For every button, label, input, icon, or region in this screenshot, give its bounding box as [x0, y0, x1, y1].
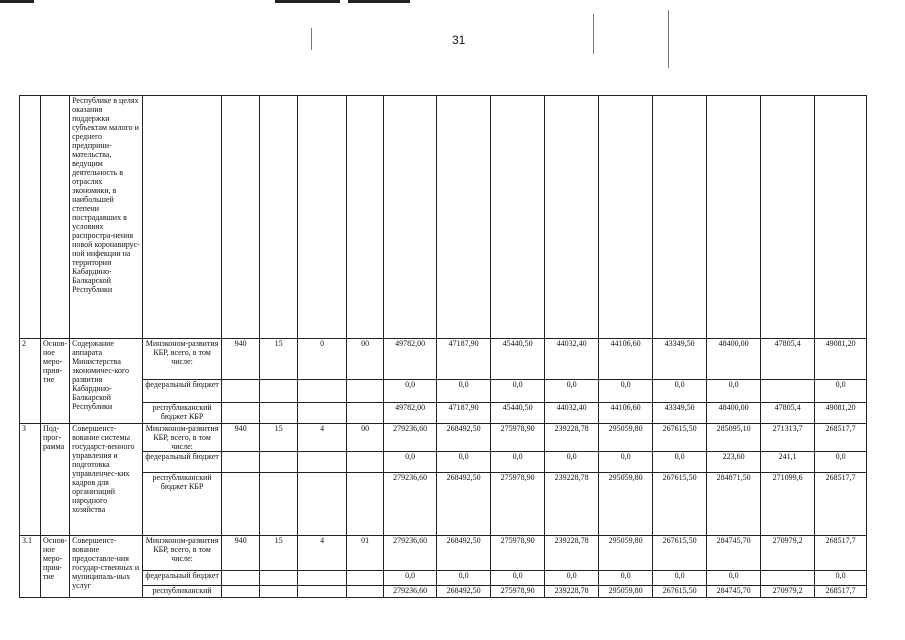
amount-cell: 45440,50: [491, 403, 545, 424]
amount-cell: 47187,90: [437, 339, 491, 380]
amount-cell: 49782,00: [384, 339, 437, 380]
code-target: [347, 473, 384, 536]
amount-cell: 43349,50: [653, 403, 707, 424]
table-row: [20, 403, 867, 424]
table-row: [20, 586, 867, 598]
empty-cell: [545, 96, 599, 339]
amount-cell: 267615,50: [653, 586, 707, 598]
code-target: 00: [347, 424, 384, 452]
funding-source: федеральный бюджет: [143, 380, 222, 403]
measure-type: Основ-ное меро-прия-тие: [41, 339, 70, 424]
code-target: 00: [347, 339, 384, 380]
code-target: [347, 452, 384, 473]
code-program: 4: [298, 424, 347, 452]
code-program: [298, 452, 347, 473]
empty-cell: [491, 96, 545, 339]
amount-cell: 0,0: [653, 380, 707, 403]
code-section: 15: [260, 424, 298, 452]
amount-cell: 49081,20: [815, 403, 867, 424]
amount-cell: 267615,50: [653, 473, 707, 536]
amount-cell: 271099,6: [761, 473, 815, 536]
empty-cell: [260, 96, 298, 339]
code-section: [260, 380, 298, 403]
funding-source: Минэконом-развития КБР, всего, в том числе:: [143, 536, 222, 571]
amount-cell: 0,0: [491, 452, 545, 473]
code-program: [298, 473, 347, 536]
amount-cell: [761, 380, 815, 403]
table-row: [20, 380, 867, 403]
code-section: [260, 571, 298, 586]
code-section: [260, 452, 298, 473]
code-program: 0: [298, 339, 347, 380]
funding-source: республиканский: [143, 586, 222, 598]
code-target: 01: [347, 536, 384, 571]
amount-cell: 49081,20: [815, 339, 867, 380]
amount-cell: 0,0: [437, 452, 491, 473]
amount-cell: 275978,90: [491, 473, 545, 536]
amount-cell: 0,0: [815, 571, 867, 586]
amount-cell: 44032,40: [545, 339, 599, 380]
amount-cell: 0,0: [599, 452, 653, 473]
row-number: 3: [20, 424, 41, 536]
code-grbs: 940: [222, 339, 260, 380]
empty-cell: [384, 96, 437, 339]
empty-cell: [761, 96, 815, 339]
amount-cell: 279236,60: [384, 473, 437, 536]
amount-cell: 239228,78: [545, 536, 599, 571]
code-section: 15: [260, 536, 298, 571]
amount-cell: 45440,50: [491, 339, 545, 380]
code-grbs: 940: [222, 536, 260, 571]
amount-cell: 275978,90: [491, 586, 545, 598]
empty-cell: [298, 96, 347, 339]
amount-cell: 295059,80: [599, 473, 653, 536]
code-program: [298, 571, 347, 586]
funding-source: республиканский бюджет КБР: [143, 403, 222, 424]
amount-cell: 47805,4: [761, 403, 815, 424]
empty-cell: [815, 96, 867, 339]
measure-type: Основ-ное меро-прия-тие: [41, 536, 70, 598]
amount-cell: 0,0: [545, 452, 599, 473]
amount-cell: 268492,50: [437, 473, 491, 536]
fold-line: [668, 10, 669, 68]
amount-cell: 0,0: [491, 380, 545, 403]
amount-cell: 48400,00: [707, 403, 761, 424]
code-section: [260, 473, 298, 536]
amount-cell: 0,0: [437, 571, 491, 586]
amount-cell: 0,0: [545, 571, 599, 586]
amount-cell: 295059,80: [599, 536, 653, 571]
scan-artifact: [275, 0, 340, 3]
row-number: [20, 96, 41, 339]
measure-name: Совершенст-вование системы государст-венного управления и подготовка управленчес-ких кадров для организаций народного хозяйства: [70, 424, 143, 536]
amount-cell: 285095,10: [707, 424, 761, 452]
amount-cell: 295059,80: [599, 424, 653, 452]
amount-cell: 47187,90: [437, 403, 491, 424]
amount-cell: 44106,60: [599, 339, 653, 380]
amount-cell: 267615,50: [653, 424, 707, 452]
funding-source: Минэконом-развития КБР, всего, в том числе:: [143, 339, 222, 380]
amount-cell: 0,0: [815, 452, 867, 473]
amount-cell: 0,0: [384, 571, 437, 586]
empty-cell: [653, 96, 707, 339]
code-section: 15: [260, 339, 298, 380]
measure-name: Содержание аппарата Министерства экономичес-кого развития Кабардино-Балкарской Республики: [70, 339, 143, 424]
code-grbs: [222, 473, 260, 536]
amount-cell: 275978,90: [491, 536, 545, 571]
amount-cell: 239228,78: [545, 424, 599, 452]
scan-artifact: [0, 0, 34, 3]
amount-cell: 279236,60: [384, 424, 437, 452]
amount-cell: 44106,60: [599, 403, 653, 424]
amount-cell: 268517,7: [815, 473, 867, 536]
code-program: [298, 403, 347, 424]
amount-cell: 284745,70: [707, 586, 761, 598]
row-number: 2: [20, 339, 41, 424]
amount-cell: 48400,00: [707, 339, 761, 380]
amount-cell: 284745,70: [707, 536, 761, 571]
amount-cell: 239228,78: [545, 586, 599, 598]
amount-cell: [761, 571, 815, 586]
amount-cell: 268517,7: [815, 586, 867, 598]
amount-cell: 0,0: [599, 571, 653, 586]
amount-cell: 47805,4: [761, 339, 815, 380]
amount-cell: 268517,7: [815, 424, 867, 452]
code-grbs: 940: [222, 424, 260, 452]
code-grbs: [222, 571, 260, 586]
amount-cell: 0,0: [653, 452, 707, 473]
funding-source: федеральный бюджет: [143, 571, 222, 586]
table-row: [20, 571, 867, 586]
amount-cell: 270979,2: [761, 586, 815, 598]
empty-cell: [347, 96, 384, 339]
code-grbs: [222, 586, 260, 598]
amount-cell: 268492,50: [437, 586, 491, 598]
amount-cell: 0,0: [707, 571, 761, 586]
amount-cell: 0,0: [384, 452, 437, 473]
amount-cell: 279236,60: [384, 586, 437, 598]
table-row: [20, 339, 867, 380]
amount-cell: 0,0: [384, 380, 437, 403]
amount-cell: 295059,80: [599, 586, 653, 598]
amount-cell: 0,0: [437, 380, 491, 403]
fold-line: [311, 28, 312, 50]
code-target: [347, 586, 384, 598]
table-row: [20, 473, 867, 536]
row-number: 3.1: [20, 536, 41, 598]
amount-cell: 0,0: [653, 571, 707, 586]
code-target: [347, 380, 384, 403]
code-grbs: [222, 403, 260, 424]
amount-cell: 49782,00: [384, 403, 437, 424]
amount-cell: 268517,7: [815, 536, 867, 571]
amount-cell: 268492,50: [437, 424, 491, 452]
amount-cell: 241,1: [761, 452, 815, 473]
code-program: 4: [298, 536, 347, 571]
amount-cell: 239228,78: [545, 473, 599, 536]
amount-cell: 0,0: [599, 380, 653, 403]
empty-cell: [599, 96, 653, 339]
funding-source: республиканский бюджет КБР: [143, 473, 222, 536]
amount-cell: 0,0: [815, 380, 867, 403]
table-row: [20, 452, 867, 473]
table-row: [20, 96, 867, 339]
empty-cell: [437, 96, 491, 339]
code-program: [298, 586, 347, 598]
measure-type: Под-прог-рамма: [41, 424, 70, 536]
amount-cell: 271313,7: [761, 424, 815, 452]
amount-cell: 279236,60: [384, 536, 437, 571]
empty-cell: [143, 96, 222, 339]
amount-cell: 268492,50: [437, 536, 491, 571]
code-target: [347, 571, 384, 586]
fold-line: [593, 14, 594, 54]
code-grbs: [222, 452, 260, 473]
empty-cell: [707, 96, 761, 339]
amount-cell: 44032,40: [545, 403, 599, 424]
amount-cell: 270979,2: [761, 536, 815, 571]
amount-cell: 0,0: [545, 380, 599, 403]
funding-source: Минэконом-развития КБР, всего, в том числе:: [143, 424, 222, 452]
code-grbs: [222, 380, 260, 403]
amount-cell: 267615,50: [653, 536, 707, 571]
amount-cell: 43349,50: [653, 339, 707, 380]
budget-table: [19, 95, 867, 598]
measure-name: Республике в целях оказания поддержки субъектам малого и среднего предприни-мательства, ведущим деятельность в отраслях экономики, в наибольшей степени пострадавших в условиях распростра-нения новой коронавирус-ной инфекции на территории Кабардино-Балкарской Республики: [70, 96, 143, 339]
funding-source: федеральный бюджет: [143, 452, 222, 473]
amount-cell: 275978,90: [491, 424, 545, 452]
measure-type: [41, 96, 70, 339]
code-section: [260, 403, 298, 424]
page-number: 31: [452, 33, 466, 47]
amount-cell: 284871,50: [707, 473, 761, 536]
empty-cell: [222, 96, 260, 339]
amount-cell: 0,0: [491, 571, 545, 586]
code-program: [298, 380, 347, 403]
amount-cell: 0,0: [707, 380, 761, 403]
table-row: [20, 536, 867, 571]
scan-artifact: [348, 0, 410, 3]
code-target: [347, 403, 384, 424]
measure-name: Совершенст-вование предоставле-ния государ-ственных и муниципаль-ных услуг: [70, 536, 143, 598]
table-row: [20, 424, 867, 452]
code-section: [260, 586, 298, 598]
amount-cell: 223,60: [707, 452, 761, 473]
